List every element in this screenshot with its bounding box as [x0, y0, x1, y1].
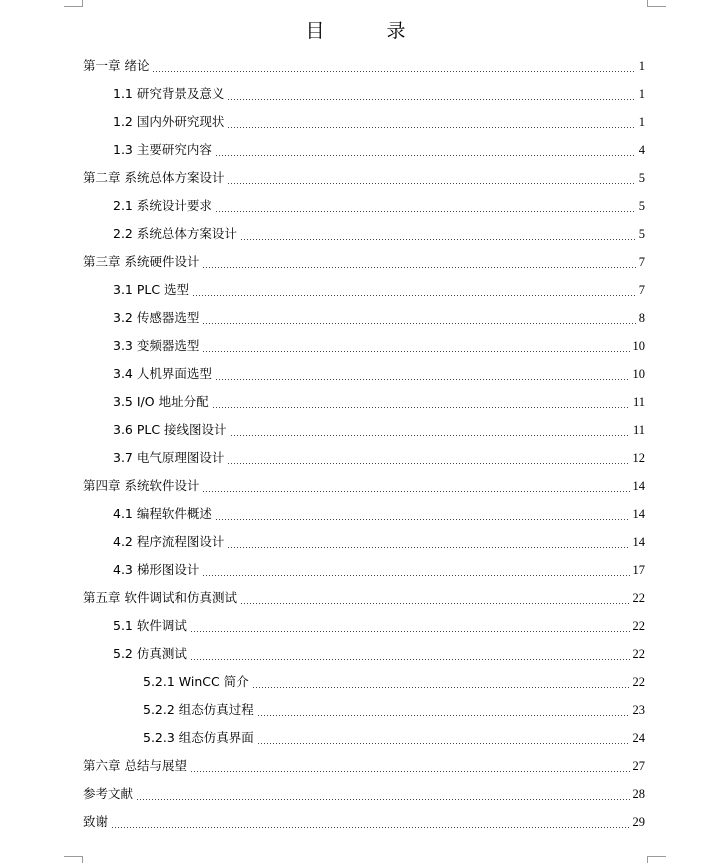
toc-page-number: 10: [632, 339, 645, 353]
toc-dot-leader: [202, 267, 635, 268]
toc-entry[interactable]: [0, 386, 711, 414]
toc-dot-leader: [215, 155, 636, 156]
toc-entry-title: 4.3 梯形图设计: [113, 562, 200, 577]
toc-entry[interactable]: [0, 750, 711, 778]
toc-dot-leader: [215, 379, 630, 380]
toc-page-number: 29: [632, 815, 645, 829]
toc-dot-leader: [152, 71, 635, 72]
toc-entry[interactable]: [0, 162, 711, 190]
page-corner-mark-top-left: [64, 0, 83, 7]
toc-entry-title: 5.2.2 组态仿真过程: [143, 702, 254, 717]
toc-page-number: 22: [632, 675, 645, 689]
toc-page-number: 23: [632, 703, 645, 717]
toc-entry-title: 1.1 研究背景及意义: [113, 86, 225, 101]
toc-entry-title: 第六章 总结与展望: [83, 758, 187, 773]
toc-page-number: 11: [632, 395, 645, 409]
toc-page-number: 5: [638, 199, 645, 213]
toc-entry[interactable]: [0, 582, 711, 610]
toc-title: 目 录: [305, 20, 434, 42]
toc-entry[interactable]: [0, 358, 711, 386]
toc-entry[interactable]: [0, 134, 711, 162]
toc-dot-leader: [227, 99, 635, 100]
toc-entry[interactable]: [0, 666, 711, 694]
toc-entry[interactable]: [0, 50, 711, 78]
toc-dot-leader: [227, 547, 629, 548]
toc-entry-title: 3.1 PLC 选型: [113, 282, 190, 297]
toc-dot-leader: [227, 127, 635, 128]
toc-entry-title: 1.3 主要研究内容: [113, 142, 212, 157]
table-of-contents: [0, 50, 711, 834]
toc-page-number: 17: [632, 563, 645, 577]
toc-entry[interactable]: [0, 806, 711, 834]
page-corner-mark-top-right: [647, 0, 666, 7]
toc-entry-title: 3.4 人机界面选型: [113, 366, 212, 381]
toc-entry[interactable]: [0, 78, 711, 106]
toc-entry[interactable]: [0, 778, 711, 806]
toc-page-number: 14: [632, 535, 645, 549]
toc-page-number: 22: [632, 647, 645, 661]
toc-entry-title: 3.2 传感器选型: [113, 310, 200, 325]
toc-dot-leader: [136, 799, 629, 800]
toc-page-number: 27: [632, 759, 645, 773]
toc-dot-leader: [202, 491, 629, 492]
toc-page-number: 5: [638, 227, 645, 241]
toc-entry[interactable]: [0, 498, 711, 526]
toc-dot-leader: [257, 715, 630, 716]
toc-entry[interactable]: [0, 414, 711, 442]
toc-dot-leader: [215, 519, 630, 520]
toc-entry-title: 1.2 国内外研究现状: [113, 114, 225, 129]
toc-entry-title: 2.2 系统总体方案设计: [113, 226, 237, 241]
toc-dot-leader: [240, 239, 636, 240]
toc-entry-title: 2.1 系统设计要求: [113, 198, 212, 213]
toc-entry-title: 5.1 软件调试: [113, 618, 187, 633]
toc-entry-title: 4.2 程序流程图设计: [113, 534, 225, 549]
toc-entry[interactable]: [0, 106, 711, 134]
toc-entry-title: 5.2.1 WinCC 简介: [143, 674, 249, 689]
toc-page-number: 22: [632, 619, 645, 633]
toc-page-number: 1: [638, 87, 645, 101]
toc-dot-leader: [202, 351, 629, 352]
toc-dot-leader: [215, 211, 636, 212]
toc-entry[interactable]: [0, 722, 711, 750]
toc-page-number: 24: [632, 731, 645, 745]
toc-entry[interactable]: [0, 302, 711, 330]
toc-page-number: 12: [632, 451, 645, 465]
toc-dot-leader: [190, 659, 630, 660]
toc-entry-title: 5.2.3 组态仿真界面: [143, 730, 254, 745]
toc-entry[interactable]: [0, 442, 711, 470]
toc-entry[interactable]: [0, 526, 711, 554]
toc-entry-title: 参考文献: [83, 786, 134, 801]
toc-dot-leader: [202, 575, 629, 576]
toc-page-number: 14: [632, 479, 645, 493]
toc-dot-leader: [227, 183, 635, 184]
toc-page-number: 28: [632, 787, 645, 801]
toc-page-number: 8: [638, 311, 645, 325]
toc-dot-leader: [190, 631, 630, 632]
toc-dot-leader: [240, 603, 630, 604]
toc-page-number: 22: [632, 591, 645, 605]
toc-entry[interactable]: [0, 610, 711, 638]
toc-page-number: 4: [638, 143, 645, 157]
toc-entry-title: 第四章 系统软件设计: [83, 478, 200, 493]
toc-dot-leader: [111, 827, 629, 828]
toc-entry-title: 5.2 仿真测试: [113, 646, 187, 661]
toc-page-number: 14: [632, 507, 645, 521]
toc-dot-leader: [192, 295, 636, 296]
toc-entry-title: 致谢: [83, 814, 109, 829]
toc-entry[interactable]: [0, 190, 711, 218]
toc-entry-title: 第五章 软件调试和仿真测试: [83, 590, 237, 605]
toc-dot-leader: [252, 687, 630, 688]
toc-entry[interactable]: [0, 246, 711, 274]
toc-entry[interactable]: [0, 218, 711, 246]
toc-dot-leader: [190, 771, 630, 772]
toc-entry[interactable]: [0, 638, 711, 666]
toc-dot-leader: [212, 407, 630, 408]
toc-entry[interactable]: [0, 330, 711, 358]
toc-dot-leader: [230, 435, 630, 436]
toc-dot-leader: [202, 323, 635, 324]
toc-entry-title: 3.7 电气原理图设计: [113, 450, 225, 465]
toc-entry[interactable]: [0, 470, 711, 498]
toc-page-number: 11: [632, 423, 645, 437]
toc-page-number: 7: [638, 255, 645, 269]
toc-entry-title: 3.6 PLC 接线图设计: [113, 422, 227, 437]
toc-entry-title: 第二章 系统总体方案设计: [83, 170, 225, 185]
toc-dot-leader: [227, 463, 629, 464]
toc-entry-title: 第三章 系统硬件设计: [83, 254, 200, 269]
toc-entry[interactable]: [0, 694, 711, 722]
toc-page-number: 7: [638, 283, 645, 297]
toc-entry-title: 3.5 I/O 地址分配: [113, 394, 209, 409]
toc-page-number: 10: [632, 367, 645, 381]
toc-entry[interactable]: [0, 554, 711, 582]
toc-entry-title: 3.3 变频器选型: [113, 338, 200, 353]
toc-dot-leader: [257, 743, 630, 744]
toc-entry[interactable]: [0, 274, 711, 302]
toc-entry-title: 第一章 绪论: [83, 58, 150, 73]
toc-page-number: 5: [638, 171, 645, 185]
toc-page-number: 1: [638, 59, 645, 73]
toc-entry-title: 4.1 编程软件概述: [113, 506, 212, 521]
toc-page-number: 1: [638, 115, 645, 129]
